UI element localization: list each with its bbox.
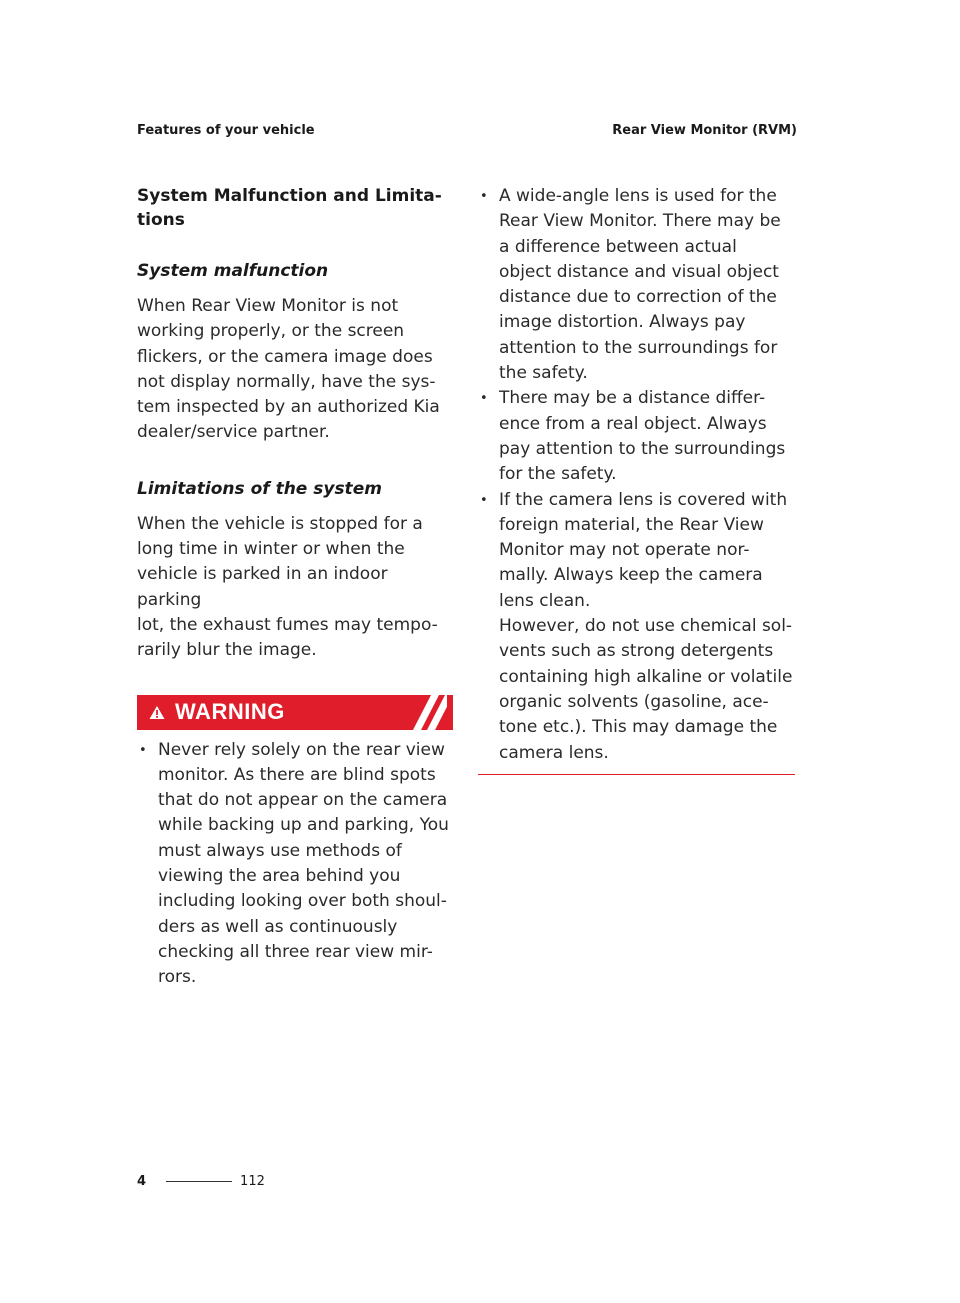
text-line: If the camera lens is covered with	[499, 489, 788, 510]
list-item	[137, 738, 453, 991]
text-line: attention to the surroundings for	[499, 337, 778, 358]
text-line: containing high alkaline or volatile	[499, 666, 793, 687]
text-line: rarily blur the image.	[137, 640, 317, 661]
caution-list	[478, 184, 795, 766]
section-title-line1: System Malfunction and Limita-	[137, 186, 442, 206]
text-line: the safety.	[499, 363, 588, 384]
text-line: rors.	[158, 967, 197, 988]
text-line: vehicle is parked in an indoor parking	[137, 564, 388, 610]
text-line: ence from a real object. Always	[499, 413, 767, 434]
section-title-line2: tions	[137, 210, 185, 230]
text-line: flickers, or the camera image does	[137, 346, 433, 367]
text-line: while backing up and parking, You	[158, 815, 449, 836]
text-line: ders as well as continuously	[158, 916, 398, 937]
text-line: organic solvents (gasoline, ace-	[499, 691, 769, 712]
footer-divider	[166, 1181, 232, 1182]
text-line: Rear View Monitor. There may be	[499, 211, 781, 232]
list-item	[478, 386, 795, 487]
text-line: must always use methods of	[158, 840, 402, 861]
page-footer	[137, 1174, 265, 1189]
warning-triangle-icon	[149, 705, 165, 720]
text-line: Monitor may not operate nor-	[499, 540, 750, 561]
text-line: dealer/service partner.	[137, 422, 330, 443]
text-line: image distortion. Always pay	[499, 312, 746, 333]
warning-banner	[137, 695, 453, 730]
page-number: 112	[240, 1174, 265, 1189]
running-header-section: Rear View Monitor (RVM)	[612, 123, 797, 138]
text-line: However, do not use chemical sol-	[499, 616, 793, 637]
text-line: foreign material, the Rear View	[499, 514, 764, 535]
text-line: mally. Always keep the camera	[499, 565, 763, 586]
bullet-dot-icon: •	[480, 492, 488, 508]
malfunction-heading: System malfunction	[137, 261, 329, 281]
limitations-paragraph	[137, 512, 453, 664]
text-line: tem inspected by an authorized Kia	[137, 397, 440, 418]
warning-stripes	[403, 695, 447, 730]
list-item	[478, 184, 795, 386]
bullet-dot-icon: •	[139, 742, 147, 758]
warning-label: WARNING	[175, 699, 285, 725]
text-line: checking all three rear view mir-	[158, 941, 433, 962]
text-line: A wide-angle lens is used for the	[499, 186, 777, 206]
text-line: When the vehicle is stopped for a	[137, 513, 423, 534]
list-item	[478, 488, 795, 766]
text-line: When Rear View Monitor is not	[137, 296, 399, 316]
text-line: object distance and visual object	[499, 261, 779, 282]
warning-list	[137, 738, 453, 991]
text-line: for the safety.	[499, 464, 617, 485]
chapter-number: 4	[137, 1174, 147, 1189]
malfunction-paragraph	[137, 294, 453, 446]
text-line: viewing the area behind you	[158, 866, 401, 887]
limitations-heading: Limitations of the system	[137, 478, 382, 499]
text-line: long time in winter or when the	[137, 539, 405, 560]
text-line: distance due to correction of the	[499, 287, 777, 308]
section-end-rule	[478, 774, 795, 775]
running-header-chapter: Features of your vehicle	[137, 123, 315, 138]
right-column	[478, 184, 795, 775]
text-line: vents such as strong detergents	[499, 641, 774, 662]
text-line: working properly, or the screen	[137, 321, 405, 342]
text-line: There may be a distance differ-	[499, 388, 766, 409]
text-line: pay attention to the surroundings	[499, 438, 786, 459]
text-line: not display normally, have the sys-	[137, 371, 436, 392]
text-line: camera lens.	[499, 742, 609, 763]
bullet-dot-icon: •	[480, 189, 488, 204]
text-line: lot, the exhaust fumes may tempo-	[137, 614, 438, 635]
left-column	[137, 184, 453, 991]
text-line: Never rely solely on the rear view	[158, 739, 445, 760]
bullet-dot-icon: •	[480, 391, 488, 407]
text-line: that do not appear on the camera	[158, 790, 448, 811]
text-line: including looking over both shoul-	[158, 891, 447, 912]
section-title	[137, 184, 453, 232]
text-line: a difference between actual	[499, 236, 737, 257]
text-line: monitor. As there are blind spots	[158, 764, 436, 785]
text-line: tone etc.). This may damage the	[499, 717, 778, 738]
text-line: lens clean.	[499, 590, 591, 611]
